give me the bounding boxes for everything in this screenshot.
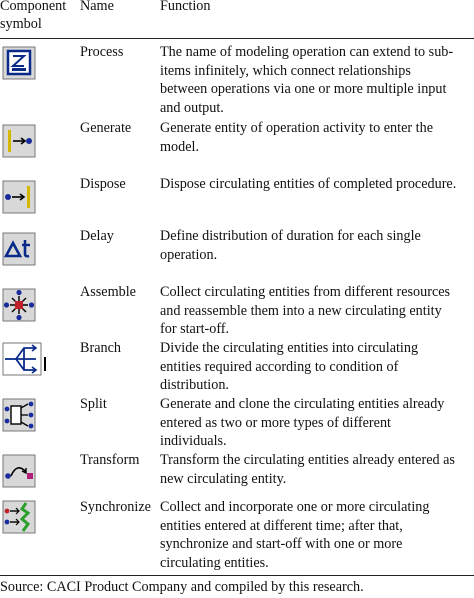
row-function-line: individuals.	[160, 433, 227, 449]
row-function-line: new circulating entity.	[160, 470, 287, 487]
row-function-line: Divide the circulating entities into circulating	[160, 340, 419, 356]
row-function-line: The name of modeling operation can extend to sub-	[160, 44, 454, 60]
row-function-line: for start-off.	[160, 321, 230, 337]
row-function-line: between operations via one or more multiple input	[160, 81, 447, 97]
row-function-line: and reassemble them into a new circulating entity	[160, 302, 442, 319]
row-function-line: entities required according to condition of	[160, 358, 399, 375]
row-name: Dispose	[80, 176, 126, 192]
process-icon	[2, 46, 36, 80]
row-function-line: Dispose circulating entities of completed procedure.	[160, 176, 457, 192]
delay-icon	[2, 232, 36, 266]
header-function: Function	[160, 0, 211, 14]
source-note: Source: CACI Product Company and compiled by this research.	[0, 579, 364, 595]
row-function-line: operation.	[160, 246, 218, 263]
row-name: Process	[80, 44, 124, 60]
synchronize-icon	[2, 500, 36, 534]
row-function-line: Collect circulating entities from different resources	[160, 284, 451, 300]
assemble-icon	[2, 288, 36, 322]
row-name: Transform	[80, 452, 140, 468]
footer-rule	[0, 575, 474, 576]
row-function-line: Generate and clone the circulating entities already	[160, 396, 445, 412]
row-name: Assemble	[80, 284, 136, 300]
row-function-line: Transform the circulating entities already entered as	[160, 452, 455, 468]
generate-icon	[2, 124, 36, 158]
dispose-icon	[2, 180, 36, 214]
row-name: Split	[80, 396, 107, 412]
row-function-line: Define distribution of duration for each single	[160, 228, 421, 244]
row-function-line: Generate entity of operation activity to enter the	[160, 120, 433, 136]
row-name: Branch	[80, 340, 121, 356]
row-function-line: circulating entities.	[160, 554, 269, 571]
row-name: Delay	[80, 228, 114, 244]
row-name: Synchronize	[80, 499, 151, 515]
row-function-line: entities entered at different time; after that,	[160, 517, 403, 534]
header-symbol-line1: Component	[0, 0, 67, 14]
header-symbol-line2: symbol	[0, 16, 42, 32]
branch-icon	[2, 342, 48, 376]
row-function-line: entered as two or more types of different	[160, 414, 391, 431]
row-function-line: items infinitely, which connect relationships	[160, 62, 411, 79]
row-name: Generate	[80, 120, 132, 136]
row-function-line: synchronize and start-off with one or more	[160, 536, 403, 552]
row-function-line: model.	[160, 138, 200, 155]
row-function-line: Collect and incorporate one or more circulating	[160, 499, 430, 515]
row-function-line: and output.	[160, 99, 224, 116]
row-function-line: distribution.	[160, 377, 229, 393]
header-name: Name	[80, 0, 114, 14]
header-rule	[0, 38, 474, 39]
split-icon	[2, 398, 36, 432]
transform-icon	[2, 454, 36, 488]
